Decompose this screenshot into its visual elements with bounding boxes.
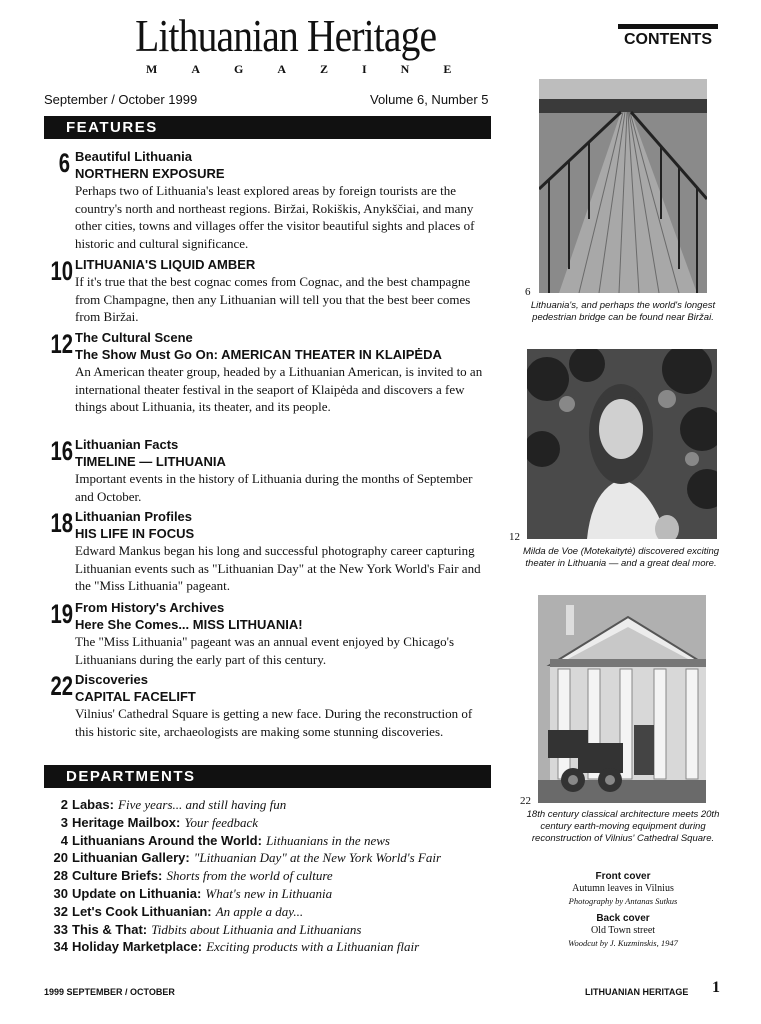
feature-headline: TIMELINE — LITHUANIA xyxy=(75,454,226,469)
front-cover-desc: Autumn leaves in Vilnius xyxy=(572,883,674,894)
footer-magazine-name: LITHUANIAN HERITAGE xyxy=(585,987,689,997)
photo-page-number: 22 xyxy=(520,795,531,807)
feature-section: Lithuanian Profiles xyxy=(75,509,193,524)
back-cover-info xyxy=(533,913,713,949)
feature-description: If it's true that the best cognac comes from Cognac, and the best champagne from Champagne, then any Lithuanian will tell you that the best beer comes from Biržai. xyxy=(75,274,471,324)
front-cover-label: Front cover xyxy=(595,871,651,882)
departments-header: DEPARTMENTS xyxy=(44,765,491,788)
bridge-photo xyxy=(539,79,707,293)
feature-page-number: 12 xyxy=(50,329,74,359)
department-item[interactable]: 34 Holiday Marketplace: Exciting products with a Lithuanian flair xyxy=(53,939,420,955)
portrait-photo xyxy=(527,349,717,539)
department-item[interactable]: 3 Heritage Mailbox: Your feedback xyxy=(60,814,259,830)
page-number: 1 xyxy=(712,979,720,996)
feature-page-number: 6 xyxy=(58,148,70,178)
contents-label: CONTENTS xyxy=(624,31,712,48)
feature-page-number: 19 xyxy=(50,599,74,629)
volume-number: Volume 6, Number 5 xyxy=(370,92,489,107)
department-item[interactable]: 33 This & That: Tidbits about Lithuania and Lithuanians xyxy=(53,921,362,937)
magazine-subtitle: MAGAZINE xyxy=(146,62,486,76)
feature-page-number: 18 xyxy=(50,508,74,538)
cathedral-photo xyxy=(538,595,706,803)
feature-section: Lithuanian Facts xyxy=(75,437,179,452)
feature-headline: NORTHERN EXPOSURE xyxy=(75,166,225,181)
footer-issue: 1999 SEPTEMBER / OCTOBER xyxy=(44,987,175,997)
departments-list xyxy=(44,796,504,956)
issue-date: September / October 1999 xyxy=(44,92,198,107)
feature-page-number: 10 xyxy=(50,256,74,286)
department-item[interactable]: 2 Labas: Five years... and still having fun xyxy=(60,797,287,812)
feature-description: Important events in the history of Lithuania during the months of September and October. xyxy=(75,471,473,504)
department-item[interactable]: 20 Lithuanian Gallery: "Lithuanian Day" at the New York World's Fair xyxy=(53,850,442,866)
feature-headline: Here She Comes... MISS LITHUANIA! xyxy=(75,617,303,632)
front-cover-credit: Photography by Antanas Sutkus xyxy=(568,896,678,906)
feature-headline: LITHUANIA'S LIQUID AMBER xyxy=(75,257,256,272)
feature-section: From History's Archives xyxy=(75,600,225,615)
back-cover-label: Back cover xyxy=(596,913,650,924)
feature-headline: CAPITAL FACELIFT xyxy=(75,689,196,704)
feature-description: An American theater group, headed by a Lithuanian American, is invited to an international theater festival in the seaport of Klaipėda and discovers a few things about Lithuania, its theater, and its people. xyxy=(75,364,483,414)
feature-section: Discoveries xyxy=(75,672,148,687)
photo-page-number: 12 xyxy=(509,531,520,543)
feature-description: Edward Mankus began his long and successful photography career capturing Lithuanian events such as "Lithuanian Day" at the New York World's Fair and the "Miss Lithuania" pageant. xyxy=(75,543,481,593)
feature-headline: HIS LIFE IN FOCUS xyxy=(75,526,195,541)
photo-page-number: 6 xyxy=(525,286,531,298)
feature-description: The "Miss Lithuania" pageant was an annual event enjoyed by Chicago's Lithuanians during the early part of this century. xyxy=(75,634,455,667)
feature-description: Perhaps two of Lithuania's least explored areas by foreign tourists are the country's north and northeast regions. Biržai, Rokiškis, Anykščiai, and many other cities, towns and villages offer the visitor beautiful sights and places of historic and cultural significance. xyxy=(75,183,475,251)
department-item[interactable]: 28 Culture Briefs: Shorts from the world of culture xyxy=(53,868,333,884)
cathedral-photo-caption: 18th century classical architecture meets 20th century earth-moving equipment during reconstruction of Vilnius' Cathedral Square. xyxy=(526,809,720,844)
portrait-photo-caption: Milda de Voe (Motekaitytė) discovered exciting theater in Lithuania — and a great deal more. xyxy=(522,546,720,569)
department-item[interactable]: 30 Update on Lithuania: What's new in Lithuania xyxy=(53,885,333,901)
feature-section: The Cultural Scene xyxy=(75,330,193,345)
front-cover-info xyxy=(533,871,713,907)
department-item[interactable]: 32 Let's Cook Lithuanian: An apple a day... xyxy=(53,903,304,919)
department-item[interactable]: 4 Lithuanians Around the World: Lithuanians in the news xyxy=(60,832,390,848)
feature-page-number: 16 xyxy=(50,436,74,466)
feature-section: Beautiful Lithuania xyxy=(75,149,192,164)
features-header: FEATURES xyxy=(44,116,491,139)
contents-rule xyxy=(618,24,718,29)
feature-headline: The Show Must Go On: AMERICAN THEATER IN KLAIPĖDA xyxy=(75,347,442,362)
feature-page-number: 22 xyxy=(50,671,74,701)
feature-description: Vilnius' Cathedral Square is getting a new face. During the reconstruction of this historic site, archaeologists are making some stunning discoveries. xyxy=(75,706,473,739)
bridge-photo-caption: Lithuania's, and perhaps the world's longest pedestrian bridge can be found near Biržai. xyxy=(530,300,716,323)
back-cover-desc: Old Town street xyxy=(590,925,656,936)
back-cover-credit: Woodcut by J. Kuzminskis, 1947 xyxy=(568,938,678,948)
masthead xyxy=(112,10,486,77)
magazine-title: Lithuanian Heritage xyxy=(135,10,437,61)
